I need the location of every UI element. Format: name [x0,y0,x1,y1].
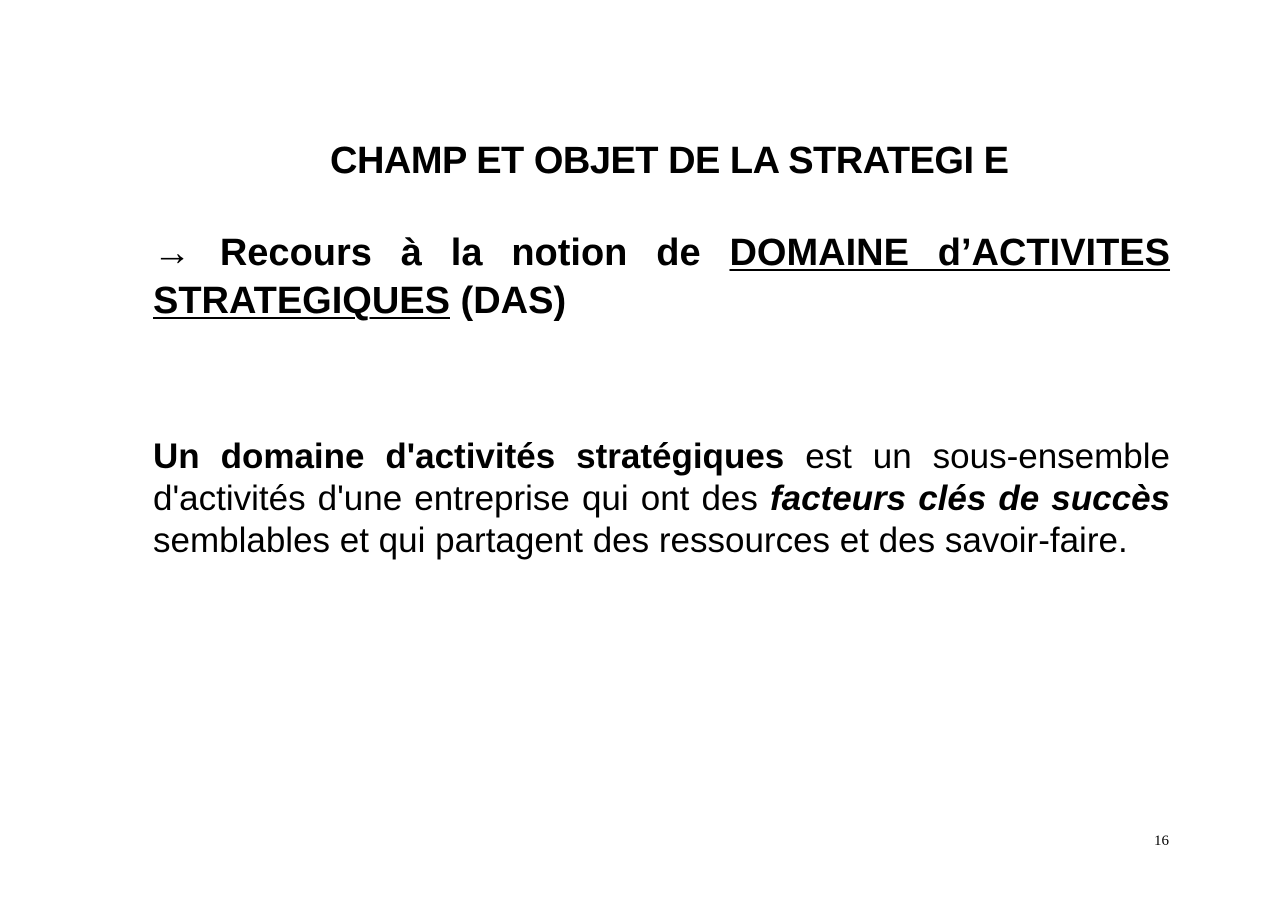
definition-paragraph [153,436,1170,562]
slide-title: CHAMP ET OBJET DE LA STRATEGI E [330,140,1009,182]
intro-paragraph [153,229,1170,325]
definition-text-1: est un sous-ensemble d'activités d'une entreprise qui ont des [153,437,1171,518]
das-term-part-1: DOMAINE d’ACTIVITES [729,232,1171,274]
defined-term: Un domaine d'activités stratégiques [153,437,785,476]
das-term-part-2: STRATEGIQUES [153,280,450,322]
intro-text: Recours à la notion de [191,232,730,274]
key-success-factors: facteurs clés de succès [769,479,1170,518]
definition-text-2: semblables et qui partagent des ressources et des savoir-faire. [153,521,1128,560]
page-number: 16 [1154,833,1169,849]
das-acronym: (DAS) [450,280,567,322]
arrow-icon: → [153,232,191,274]
